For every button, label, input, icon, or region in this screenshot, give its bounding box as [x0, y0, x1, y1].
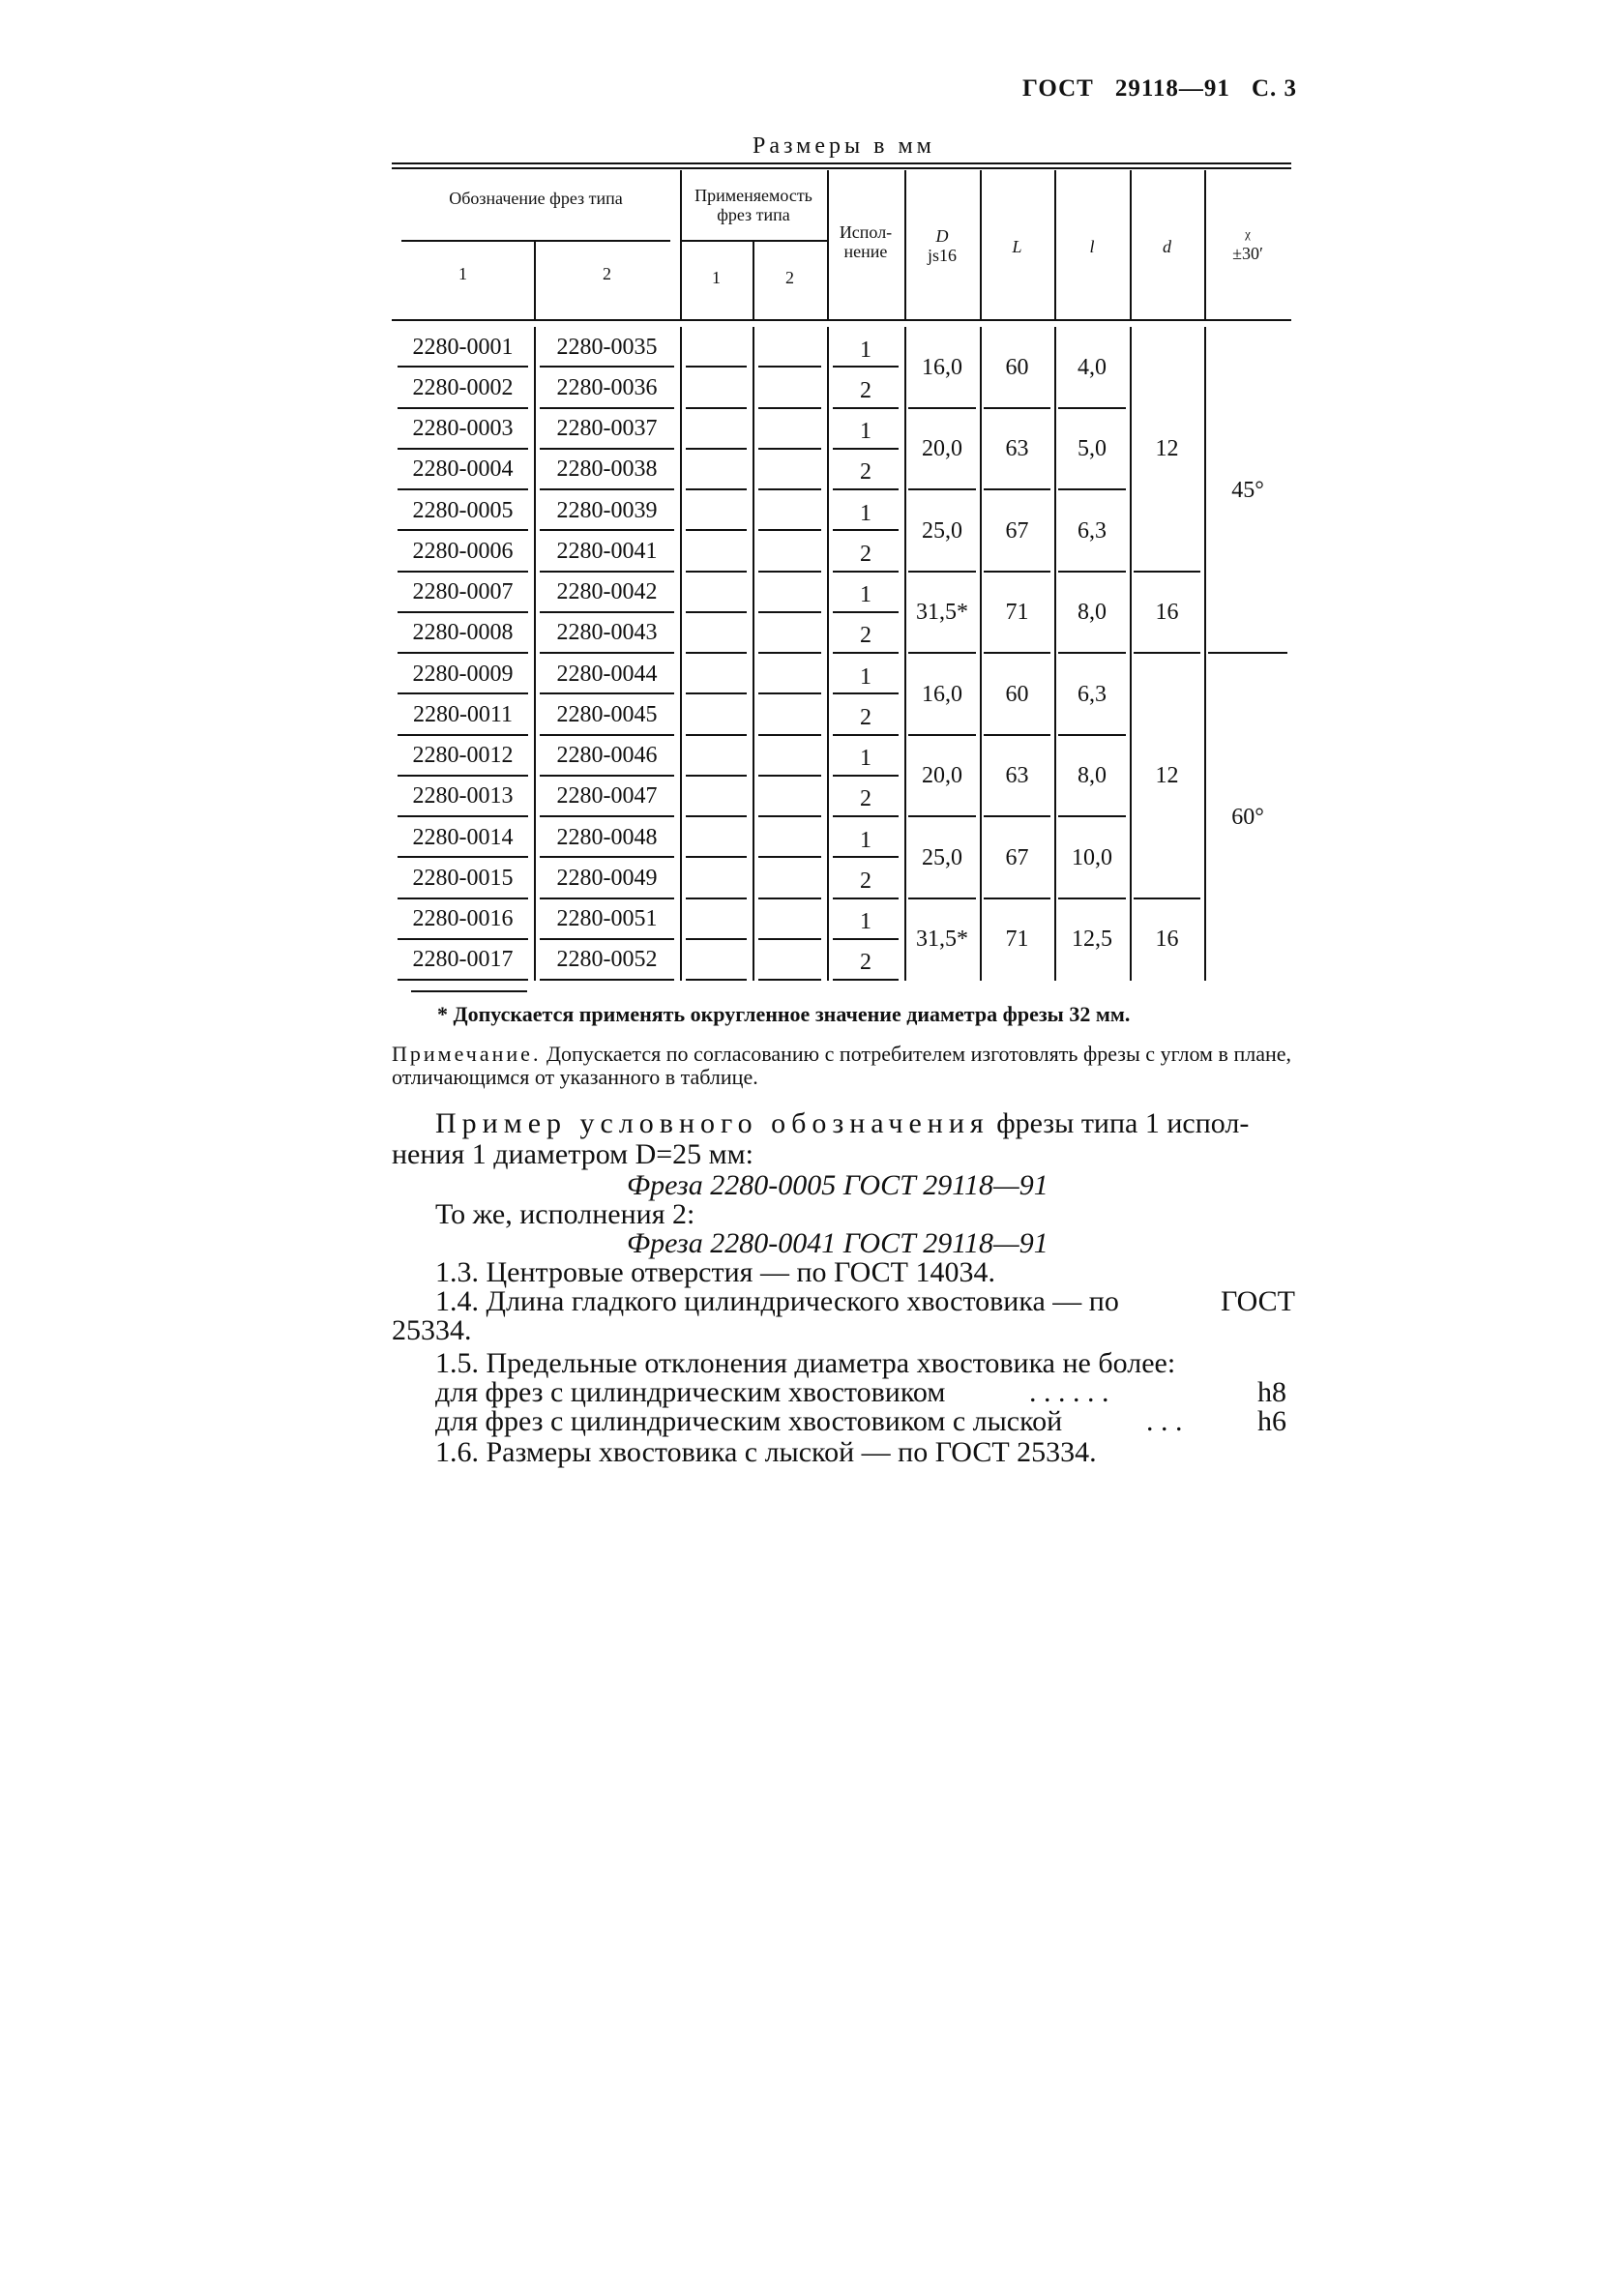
group-L: 71 [1005, 600, 1029, 626]
table-header-bottom-rule [392, 319, 1291, 321]
header-D [904, 224, 980, 267]
clause-1-5-b: для фрез с цилиндрическим хвостовиком с лыской [435, 1405, 1063, 1437]
row-underline [686, 938, 747, 940]
header-applicability-type1: 1 [712, 268, 721, 287]
row-underline [833, 692, 899, 694]
row-underline [686, 692, 747, 694]
group-L: 63 [1005, 763, 1029, 789]
units-caption: Размеры в мм [753, 133, 935, 159]
table-row-type2: 2280-0037 [556, 416, 658, 442]
table-row-execution: 2 [860, 786, 871, 812]
table-note [392, 1043, 1291, 1089]
table-row-type1: 2280-0004 [412, 456, 514, 483]
clause-1-6: 1.6. Размеры хвостовика с лыской — по ГОСТ 25334. [435, 1436, 1097, 1468]
angle-value: 45° [1231, 477, 1264, 503]
table-row-execution: 2 [860, 950, 871, 976]
row-underline [758, 488, 821, 490]
table-row-execution: 2 [860, 623, 871, 649]
row-underline [758, 815, 821, 817]
table-row-type1: 2280-0008 [412, 620, 514, 646]
table-row-type1: 2280-0006 [412, 538, 514, 564]
table-row-execution: 1 [860, 337, 871, 363]
row-underline [833, 979, 899, 981]
table-top-rule [392, 162, 1291, 164]
note-lead: Примечание. [392, 1042, 542, 1066]
group-l: 6,3 [1078, 517, 1107, 544]
row-underline [833, 938, 899, 940]
group-D: 25,0 [922, 517, 962, 544]
d-value: 12 [1155, 763, 1179, 789]
clause-1-5: 1.5. Предельные отклонения диаметра хвостовика не более: [435, 1347, 1176, 1379]
table-row-type1: 2280-0017 [412, 947, 514, 973]
table-row-type1: 2280-0009 [412, 661, 514, 687]
header-applicability: Применяемость фрез типа [694, 186, 812, 224]
group-D: 16,0 [922, 354, 962, 380]
table-footnote: * Допускается применять округленное значение диаметра фрезы 32 мм. [437, 1002, 1131, 1026]
table-row-type2: 2280-0045 [556, 701, 658, 727]
row-underline [833, 448, 899, 450]
table-row-execution: 1 [860, 746, 871, 772]
header-designation-divider [401, 240, 670, 242]
row-underline [833, 898, 899, 899]
table-row-type1: 2280-0001 [412, 334, 514, 360]
group-L: 60 [1005, 681, 1029, 707]
gost-number: 29118—91 [1114, 75, 1230, 102]
table-row-type2: 2280-0047 [556, 783, 658, 809]
table-row-execution: 1 [860, 827, 871, 853]
row-underline [758, 692, 821, 694]
group-l: 10,0 [1072, 844, 1112, 870]
group-D: 20,0 [922, 763, 962, 789]
example-designation-1: Фреза 2280-0005 ГОСТ 29118—91 [627, 1169, 1048, 1201]
row-underline [686, 815, 747, 817]
group-D: 16,0 [922, 681, 962, 707]
table-row-type2: 2280-0041 [556, 538, 658, 564]
note-text: Допускается по согласованию с потребителем изготовлять фрезы с углом в плане, отличающимся от указанного в таблице. [392, 1042, 1291, 1089]
row-underline [686, 856, 747, 858]
row-underline [758, 407, 821, 409]
dimensions-table [0, 0, 1624, 1064]
row-underline [758, 734, 821, 736]
row-underline [686, 734, 747, 736]
clause-1-4 [435, 1286, 1119, 1317]
clause-1-4-text: 1.4. Длина гладкого цилиндрического хвостовика — по [435, 1285, 1119, 1317]
row-underline [833, 652, 899, 654]
table-bottom-rule [411, 990, 527, 992]
table-row-type2: 2280-0051 [556, 906, 658, 932]
table-row-type1: 2280-0003 [412, 416, 514, 442]
clause-1-5-b-dots: . . . [1146, 1405, 1183, 1437]
clause-1-5-b-value: h6 [1257, 1405, 1286, 1437]
example-same: То же, исполнения 2: [435, 1198, 695, 1230]
table-row-type1: 2280-0002 [412, 374, 514, 400]
table-row-type1: 2280-0014 [412, 824, 514, 850]
row-underline [758, 856, 821, 858]
group-D: 25,0 [922, 844, 962, 870]
clause-1-5-a-dots: . . . . . . [1029, 1376, 1109, 1408]
table-row-type2: 2280-0043 [556, 620, 658, 646]
table-row-type1: 2280-0016 [412, 906, 514, 932]
group-l: 5,0 [1078, 436, 1107, 462]
table-row-execution: 1 [860, 500, 871, 526]
table-row-type2: 2280-0035 [556, 334, 658, 360]
row-underline [758, 529, 821, 531]
body-col-line [827, 327, 829, 981]
table-row-type2: 2280-0049 [556, 865, 658, 891]
row-underline [686, 529, 747, 531]
group-D: 20,0 [922, 436, 962, 462]
table-row-type1: 2280-0011 [412, 701, 514, 727]
header-D-symbol: D [935, 226, 949, 246]
clause-1-4-gost: ГОСТ [1221, 1285, 1295, 1317]
row-underline [686, 611, 747, 613]
clause-1-5-a-value: h8 [1257, 1376, 1286, 1408]
row-underline [833, 611, 899, 613]
group-l: 8,0 [1078, 600, 1107, 626]
group-L: 63 [1005, 436, 1029, 462]
row-underline [833, 734, 899, 736]
table-row-type1: 2280-0013 [412, 783, 514, 809]
row-underline [833, 529, 899, 531]
row-underline [758, 898, 821, 899]
example-line-2: нения 1 диаметром D=25 мм: [392, 1138, 753, 1170]
group-D: 31,5* [916, 927, 968, 953]
example-lead: Пример условного обозначения [435, 1107, 989, 1139]
header-designation: Обозначение фрез типа [449, 189, 623, 208]
table-top-rule-2 [392, 167, 1291, 169]
d-value: 16 [1155, 600, 1179, 626]
table-row-type1: 2280-0015 [412, 865, 514, 891]
group-l: 4,0 [1078, 354, 1107, 380]
table-row-execution: 1 [860, 419, 871, 445]
group-L: 67 [1005, 844, 1029, 870]
group-L: 71 [1005, 927, 1029, 953]
page-number: С. 3 [1251, 75, 1297, 102]
row-underline [686, 366, 747, 368]
group-L: 67 [1005, 517, 1029, 544]
row-underline [833, 815, 899, 817]
table-row-type1: 2280-0007 [412, 579, 514, 605]
table-row-execution: 1 [860, 663, 871, 690]
row-underline [540, 979, 674, 981]
row-underline [758, 652, 821, 654]
table-row-type1: 2280-0005 [412, 497, 514, 523]
table-row-execution: 2 [860, 868, 871, 894]
row-underline [758, 979, 821, 981]
row-underline [758, 571, 821, 573]
row-underline [686, 979, 747, 981]
table-row-execution: 1 [860, 909, 871, 935]
d-value: 12 [1155, 436, 1179, 462]
group-D: 31,5* [916, 600, 968, 626]
clause-1-3: 1.3. Центровые отверстия — по ГОСТ 14034. [435, 1256, 995, 1288]
row-underline [758, 938, 821, 940]
row-underline [686, 571, 747, 573]
header-designation-type1: 1 [458, 264, 467, 283]
body-col-line [680, 327, 682, 981]
header-angle-symbol: χ [1245, 226, 1251, 241]
body-col-line [753, 327, 754, 981]
table-row-execution: 1 [860, 582, 871, 608]
table-row-type2: 2280-0036 [556, 374, 658, 400]
table-row-type2: 2280-0046 [556, 743, 658, 769]
header-designation-type2: 2 [603, 264, 611, 283]
angle-value: 60° [1231, 804, 1264, 830]
table-row-type2: 2280-0044 [556, 661, 658, 687]
header-l: l [1089, 237, 1095, 256]
group-L: 60 [1005, 354, 1029, 380]
row-underline [758, 366, 821, 368]
row-underline [758, 448, 821, 450]
example-line1-rest: фрезы типа 1 испол- [996, 1107, 1250, 1139]
group-l: 8,0 [1078, 763, 1107, 789]
table-row-type2: 2280-0038 [556, 456, 658, 483]
row-underline [398, 979, 528, 981]
row-underline [833, 366, 899, 368]
row-underline [833, 488, 899, 490]
row-underline [758, 611, 821, 613]
table-row-execution: 2 [860, 541, 871, 567]
row-underline [833, 775, 899, 777]
header-L: L [1012, 237, 1022, 256]
clause-1-5-a: для фрез с цилиндрическим хвостовиком [435, 1376, 946, 1408]
example-designation-2: Фреза 2280-0041 ГОСТ 29118—91 [627, 1227, 1048, 1259]
table-row-execution: 2 [860, 377, 871, 403]
row-underline [833, 856, 899, 858]
row-underline [686, 488, 747, 490]
gost-label: ГОСТ [1022, 75, 1094, 102]
row-underline [686, 775, 747, 777]
header-execution: Испол-нение [839, 222, 893, 261]
table-row-type2: 2280-0048 [556, 824, 658, 850]
table-row-execution: 2 [860, 459, 871, 486]
table-row-type2: 2280-0052 [556, 947, 658, 973]
row-underline [833, 407, 899, 409]
header-angle [1204, 222, 1291, 265]
row-underline [686, 652, 747, 654]
header-d: d [1163, 237, 1171, 256]
group-l: 12,5 [1072, 927, 1112, 953]
row-underline [686, 407, 747, 409]
header-applicability-type2: 2 [785, 268, 794, 287]
table-row-type2: 2280-0039 [556, 497, 658, 523]
body-col-line [534, 327, 536, 981]
row-underline [833, 571, 899, 573]
d-value: 16 [1155, 927, 1179, 953]
table-row-type2: 2280-0042 [556, 579, 658, 605]
table-row-execution: 2 [860, 704, 871, 730]
table-row-type1: 2280-0012 [412, 743, 514, 769]
group-l: 6,3 [1078, 681, 1107, 707]
row-underline [758, 775, 821, 777]
example-line-1 [435, 1108, 1249, 1139]
row-underline [686, 448, 747, 450]
clause-1-4-end: 25334. [392, 1314, 472, 1346]
row-underline [686, 898, 747, 899]
header-D-tolerance: js16 [927, 246, 957, 265]
header-angle-tolerance: ±30′ [1232, 244, 1263, 263]
